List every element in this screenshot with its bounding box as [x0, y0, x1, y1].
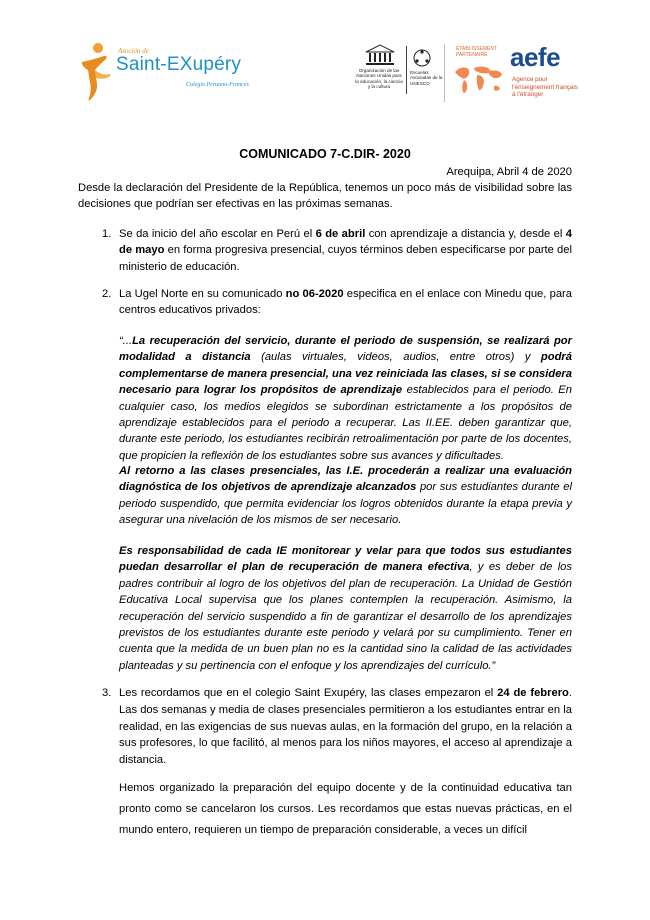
unesco-schools-text: Escuelas Asociadas de la UNESCO: [410, 70, 443, 86]
unesco-temple-icon: [364, 44, 396, 66]
quote-paragraph-3: Es responsabilidad de cada IE monitorear y velar para que todos sus estudiantes puedan desarrollar el plan de recuperación de manera efectiva, y es deber de los padres contribuir al logro de los objetivos del plan de recuperación. La Unidad de Gestión Educativa Local supervisa que los planes contemplen la recuperación. Asimismo, la recuperación del servicio suspendido a fin de garantizar el desarrollo de los aprendizajes previstos de los estudiantes durante este periodo y velará por su cumplimiento. Tener en cuenta que la medida de un buen plan no es la cantidad sino la calidad de las actividades planteadas y su pertinencia con el enfoque y los aprendizajes del currículo.”: [119, 545, 572, 672]
item-1-paragraph: Se da inicio del año escolar en Perú el 6 de abril con aprendizaje a distancia y, desde el 4 de mayo en forma progresiva presencial, cuyos términos deben especificarse por parte del ministerio de educación.: [119, 228, 573, 273]
logo-sub-text: Colegio Peruano-Francés: [186, 82, 249, 88]
item-3-continuation-paragraph: Hemos organizado la preparación del equipo docente y de la continuidad educativa tan pronto como se cancelaron los cursos. Les recordamos que estas nuevas prácticas, en el mundo entero, requieren un tiempo de preparación considerable, a veces un difícil: [119, 782, 572, 836]
intro-paragraph: Desde la declaración del Presidente de la República, tenemos un poco más de visibilidad sobre las decisiones que podrían ser efectivas en las próximas semanas.: [78, 182, 572, 211]
quote-paragraph-2: Al retorno a las clases presenciales, las I.E. procederán a realizar una evaluación diagnóstica de los objetivos de aprendizaje alcanzados por sus estudiantes durante el periodo suspendido, que permita evidenciar los logros obtenidos durante la etapa previa y asegurar una nivelación de los mismos de ser necesario.: [119, 465, 572, 527]
aefe-agency-line-3: à l'étranger: [512, 91, 544, 98]
star-figure-icon: [78, 40, 114, 102]
logo-assoc-text: Asoción de: [118, 47, 149, 55]
unesco-logo: [354, 44, 444, 104]
aefe-agency-line-2: l'enseignement français: [512, 83, 578, 91]
document-date: Arequipa, Abril 4 de 2020: [446, 166, 572, 178]
partner-badge: [452, 46, 508, 106]
network-icon: [412, 48, 432, 68]
item-2-paragraph: La Ugel Norte en su comunicado no 06-2020 especifica en el enlace con Minedu que, para centros educativos privados:: [119, 288, 572, 317]
header-divider: [444, 44, 445, 102]
logo-name-text: Saint-EXupéry: [116, 54, 242, 75]
world-map-icon: [452, 62, 504, 98]
document-title: COMUNICADO 7-C.DIR- 2020: [239, 147, 411, 161]
item-2-number: 2.: [102, 288, 112, 300]
aefe-agency-text: [512, 76, 602, 99]
saint-exupery-logo: [78, 40, 278, 102]
unesco-divider: [406, 46, 407, 94]
quote-paragraph-1: “...La recuperación del servicio, durante el periodo de suspensión, se realizará por modalidad a distancia (aulas virtuales, videos, audios, entre otros) y podrá complementarse de manera presencial, una vez reiniciada las clases, si se considera necesario para lograr los propósitos de aprendizaje establecidos para el periodo. En cualquier caso, los medios elegidos se subordinan estrictamente a los propósitos de aprendizaje establecidos para el periodo a recuperar. Las II.EE. deben garantizar que, durante este periodo, los estudiantes recibirán retroalimentación por parte de los docentes, que propicien la reflexión de los estudiantes sobre sus avances y dificultades.: [119, 335, 572, 462]
partner-text: ÉTABLISSEMENT PARTENAIRE: [456, 46, 497, 58]
aefe-wordmark: aefe: [510, 42, 561, 72]
aefe-agency-line-1: Agence pour: [512, 76, 548, 83]
item-3-paragraph: Les recordamos que en el colegio Saint Exupéry, las clases empezaron el 24 de febrero. Las dos semanas y media de clases presenciales permitieron a los estudiantes entrar en la realidad, en las exigencias de sus nuevas aulas, en la formación del grupo, en la relación a sus profesores, lo que facilitó, al menos para los niños mayores, el acceso al aprendizaje a distancia.: [119, 687, 573, 767]
item-3-number: 3.: [102, 687, 112, 699]
unesco-org-text: Organización de las Naciones Unidas para la educación, la ciencia y la cultura: [355, 68, 403, 90]
aefe-logo: [510, 42, 600, 106]
item-1-number: 1.: [102, 228, 112, 240]
